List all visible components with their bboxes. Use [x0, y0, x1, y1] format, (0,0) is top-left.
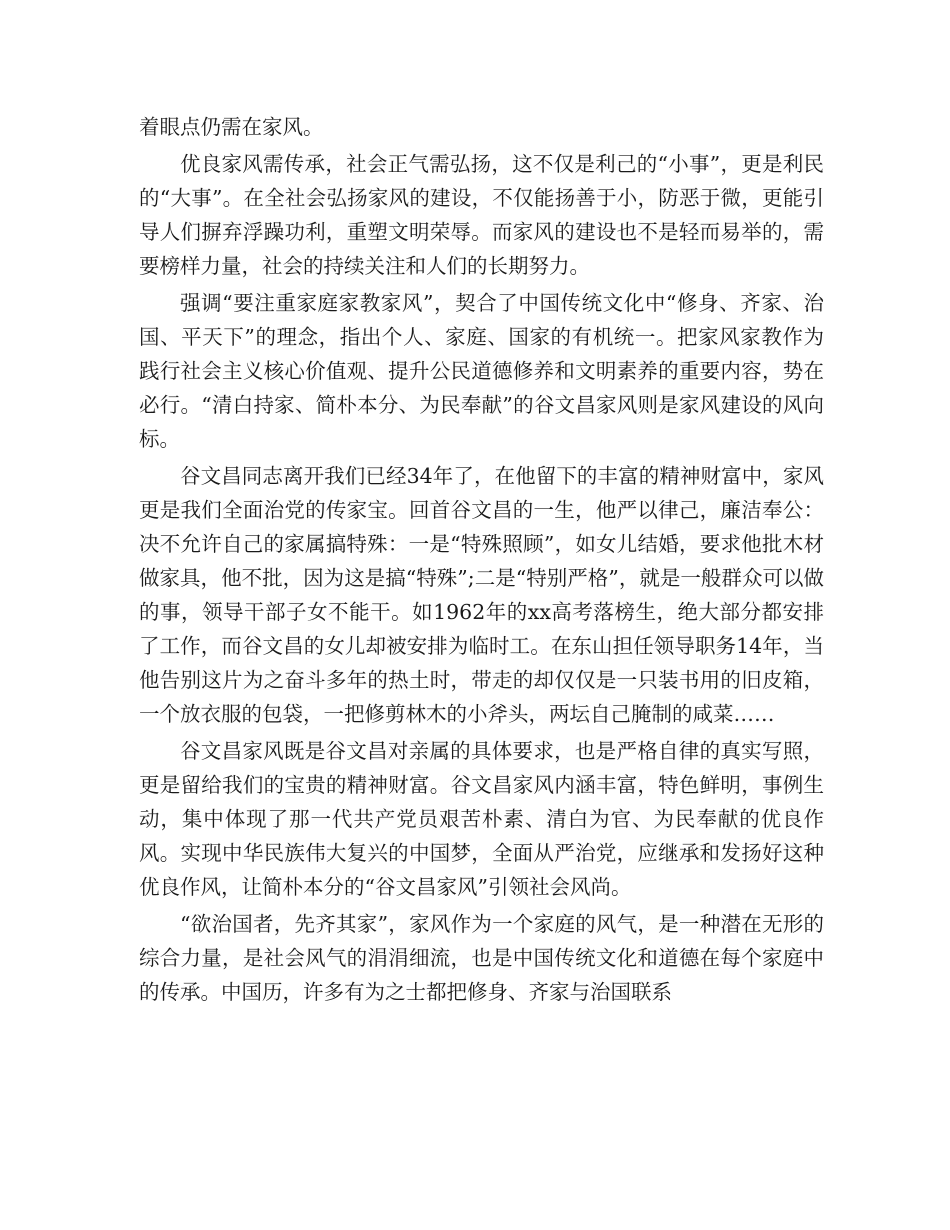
paragraph-family-tradition-inheritance: 优良家风需传承，社会正气需弘扬，这不仅是利己的“小事”，更是利民的“大事”。在全社会弘扬家风的建设，不仅能扬善于小，防恶于微，更能引导人们摒弃浮躁功利，重塑文明荣辱。而家风的建设也不是轻而易举的，需要榜样力量，社会的持续关注和人们的长期努力。 [139, 152, 824, 278]
paragraph-traditional-culture: 强调“要注重家庭家教家风”，契合了中国传统文化中“修身、齐家、治国、平天下”的理念，指出个人、家庭、国家的有机统一。把家风家教作为践行社会主义核心价值观、提升公民道德修养和文明素养的重要内容，势在必行。“清白持家、简朴本分、为民奉献”的谷文昌家风则是家风建设的风向标。 [139, 291, 824, 451]
document-body [139, 110, 824, 1012]
paragraph-gu-wenchang-example: 谷文昌同志离开我们已经34年了，在他留下的丰富的精神财富中，家风更是我们全面治党的传家宝。回首谷文昌的一生，他严以律己，廉洁奉公：决不允许自己的家属搞特殊：一是“特殊照顾”，如女儿结婚，要求他批木材做家具，他不批，因为这是搞“特殊”;二是“特别严格”，就是一般群众可以做的事，领导干部子女不能干。如1962年的xx高考落榜生，绝大部分都安排了工作，而谷文昌的女儿却被安排为临时工。在东山担任领导职务14年，当他告别这片为之奋斗多年的热土时，带走的却仅仅是一只装书用的旧皮箱，一个放衣服的包袋，一把修剪林木的小斧头，两坛自己腌制的咸菜…… [139, 464, 824, 726]
paragraph-gu-wenchang-family-style: 谷文昌家风既是谷文昌对亲属的具体要求，也是严格自律的真实写照，更是留给我们的宝贵的精神财富。谷文昌家风内涵丰富，特色鲜明，事例生动，集中体现了那一代共产党员艰苦朴素、清白为官、为民奉献的优良作风。实现中华民族伟大复兴的中国梦，全面从严治党，应继承和发扬好这种优良作风，让简朴本分的“谷文昌家风”引领社会风尚。 [139, 739, 824, 899]
paragraph-continuation: 着眼点仍需在家风。 [139, 115, 324, 139]
paragraph-govern-state-family: “欲治国者，先齐其家”，家风作为一个家庭的风气，是一种潜在无形的综合力量，是社会风气的涓涓细流，也是中国传统文化和道德在每个家庭中的传承。中国历，许多有为之士都把修身、齐家与治国联系 [139, 912, 824, 1004]
